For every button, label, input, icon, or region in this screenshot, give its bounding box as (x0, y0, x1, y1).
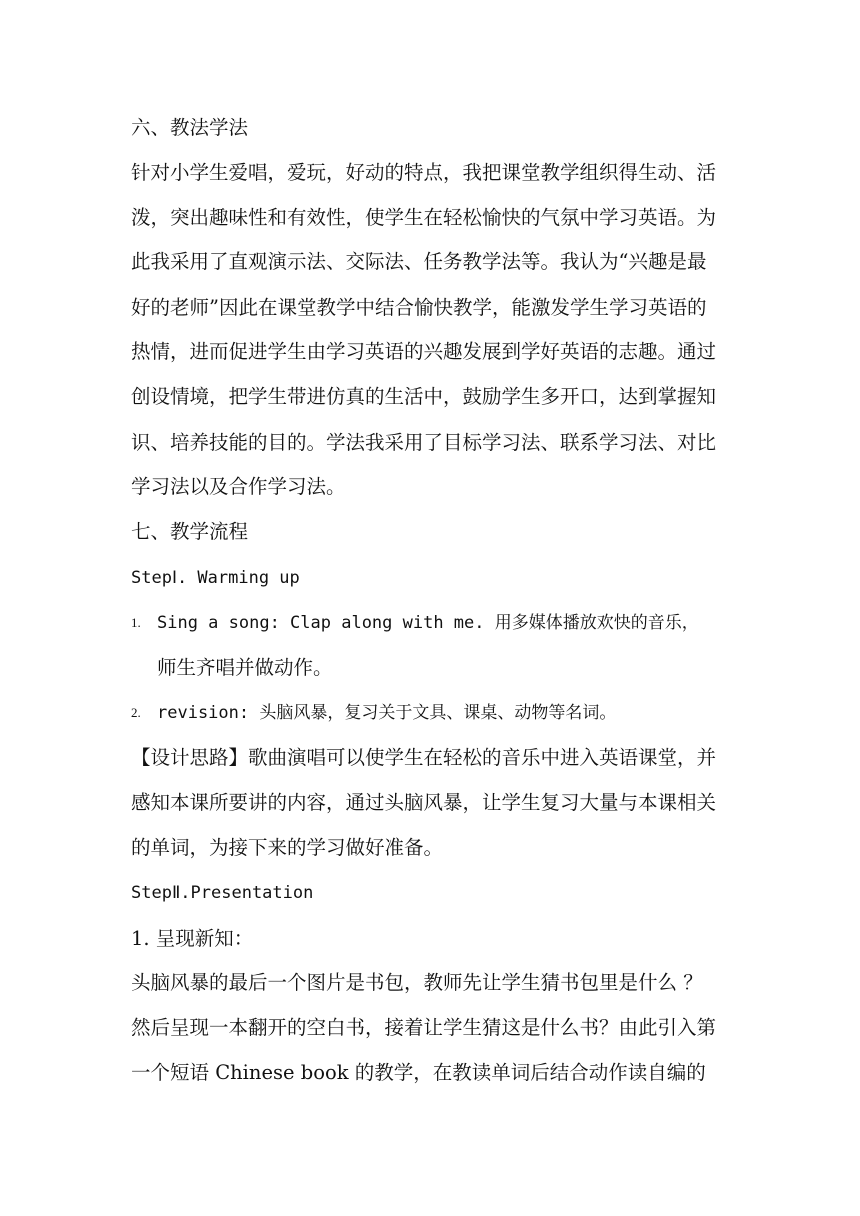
section-heading-teaching-methods: 六、教法学法 (131, 116, 249, 139)
paragraph-line: 热情，进而促进学生由学习英语的兴趣发展到学好英语的志趣。通过 (131, 340, 717, 363)
paragraph-line: 此我采用了直观演示法、交际法、任务教学法等。我认为“兴趣是最 (131, 250, 707, 273)
list-number: 1. (131, 615, 141, 630)
paragraph-line: 识、培养技能的目的。学法我采用了目标学习法、联系学习法、对比 (131, 431, 717, 454)
paragraph-line: 然后呈现一本翻开的空白书，接着让学生猜这是什么书？由此引入第 (131, 1016, 717, 1039)
list-item-continuation: 师生齐唱并做动作。 (157, 656, 333, 679)
paragraph-line: 一个短语 Chinese book 的教学，在教读单词后结合动作读自编的 (131, 1061, 706, 1084)
section-heading-teaching-process: 七、教学流程 (131, 520, 249, 543)
paragraph-line: 针对小学生爱唱，爱玩，好动的特点，我把课堂教学组织得生动、活 (131, 161, 717, 184)
paragraph-line: 好的老师”因此在课堂教学中结合愉快教学，能激发学生学习英语的 (131, 296, 707, 319)
paragraph-line: 学习法以及合作学习法。 (131, 475, 346, 498)
paragraph-line: 泼，突出趣味性和有效性，使学生在轻松愉快的气氛中学习英语。为 (131, 206, 717, 229)
design-idea-line: 感知本课所要讲的内容，通过头脑风暴，让学生复习大量与本课相关 (131, 791, 717, 814)
step-heading-presentation: StepⅡ.Presentation (131, 883, 314, 903)
paragraph-line: 创设情境，把学生带进仿真的生活中，鼓励学生多开口，达到掌握知 (131, 385, 717, 408)
step-heading-warming-up: StepⅠ. Warming up (131, 568, 300, 588)
paragraph-line: 头脑风暴的最后一个图片是书包，教师先让学生猜书包里是什么 ？ (131, 971, 703, 994)
list-item-revision: revision: 头脑风暴，复习关于文具、课桌、动物等名词。 (157, 703, 617, 723)
list-item-sing-song: Sing a song: Clap along with me. 用多媒体播放欢快的音乐， (157, 613, 699, 633)
sub-heading-new-knowledge: 1. 呈现新知： (131, 927, 254, 950)
design-idea-line: 【设计思路】歌曲演唱可以使学生在轻松的音乐中进入英语课堂，并 (131, 746, 717, 769)
list-number: 2. (131, 705, 141, 720)
design-idea-line: 的单词，为接下来的学习做好准备。 (131, 836, 444, 859)
